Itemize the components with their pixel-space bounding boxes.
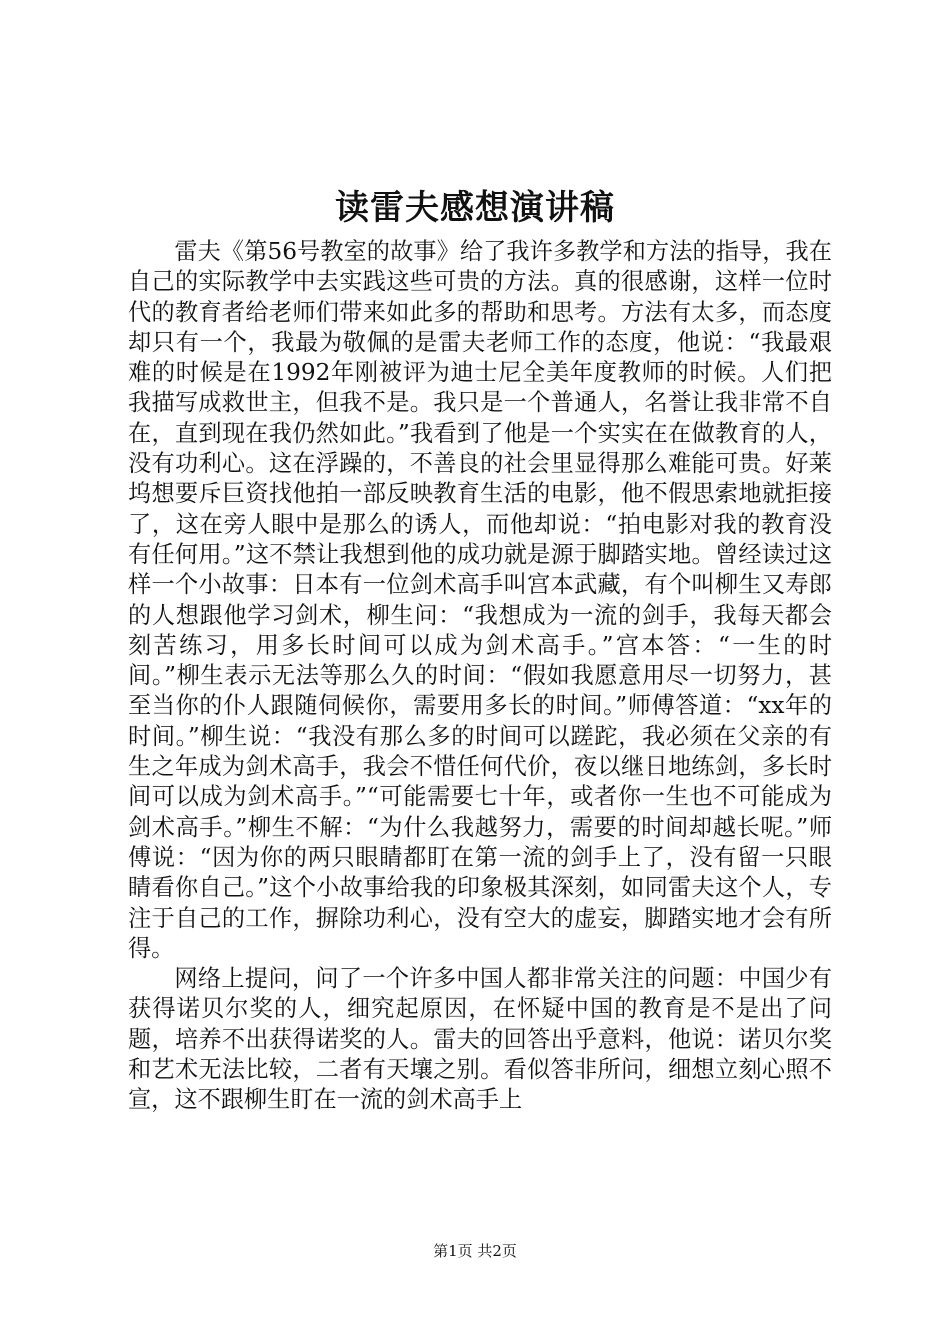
page-footer: 第1页 共2页 xyxy=(433,1242,517,1260)
paragraph-2: 网络上提问，问了一个许多中国人都非常关注的问题：中国少有获得诺贝尔奖的人，细究起原因，在怀疑中国的教育是不是出了问题，培养不出获得诺奖的人。雷夫的回答出乎意料，他说：诺贝尔奖和艺术无法比较，二者有天壤之别。看似答非所问，细想立刻心照不宣，这不跟柳生盯在一流的剑术高手上 xyxy=(128,965,832,1114)
paragraph-1: 雷夫《第56号教室的故事》给了我许多教学和方法的指导，我在自己的实际教学中去实践这些可贵的方法。真的很感谢，这样一位时代的教育者给老师们带来如此多的帮助和思考。方法有太多，而态度却只有一个，我最为敬佩的是雷夫老师工作的态度，他说：“我最艰难的时候是在1992年刚被评为迪士尼全美年度教师的时候。人们把我描写成救世主，但我不是。我只是一个普通人，名誉让我非常不自在，直到现在我仍然如此。”我看到了他是一个实实在在做教育的人，没有功利心。这在浮躁的，不善良的社会里显得那么难能可贵。好莱坞想要斥巨资找他拍一部反映教育生活的电影，他不假思索地就拒接了，这在旁人眼中是那么的诱人，而他却说：“拍电影对我的教育没有任何用。”这不禁让我想到他的成功就是源于脚踏实地。曾经读过这样一个小故事：日本有一位剑术高手叫宫本武藏，有个叫柳生又寿郎的人想跟他学习剑术，柳生问：“我想成为一流的剑手，我每天都会刻苦练习，用多长时间可以成为剑术高手。”宫本答：“一生的时间。”柳生表示无法等那么久的时间：“假如我愿意用尽一切努力，甚至当你的仆人跟随伺候你，需要用多长的时间。”师傅答道：“xx年的时间。”柳生说：“我没有那么多的时间可以蹉跎，我必须在父亲的有生之年成为剑术高手，我会不惜任何代价，夜以继日地练剑，多长时间可以成为剑术高手。”“可能需要七十年，或者你一生也不可能成为剑术高手。”柳生不解：“为什么我越努力，需要的时间却越长呢。”师傅说：“因为你的两只眼睛都盯在第一流的剑手上了，没有留一只眼睛看你自己。”这个小故事给我的印象极其深刻，如同雷夫这个人，专注于自己的工作，摒除功利心，没有空大的虚妄，脚踏实地才会有所得。 xyxy=(128,238,832,962)
document-title: 读雷夫感想演讲稿 xyxy=(335,188,615,228)
document-body xyxy=(128,237,832,1116)
